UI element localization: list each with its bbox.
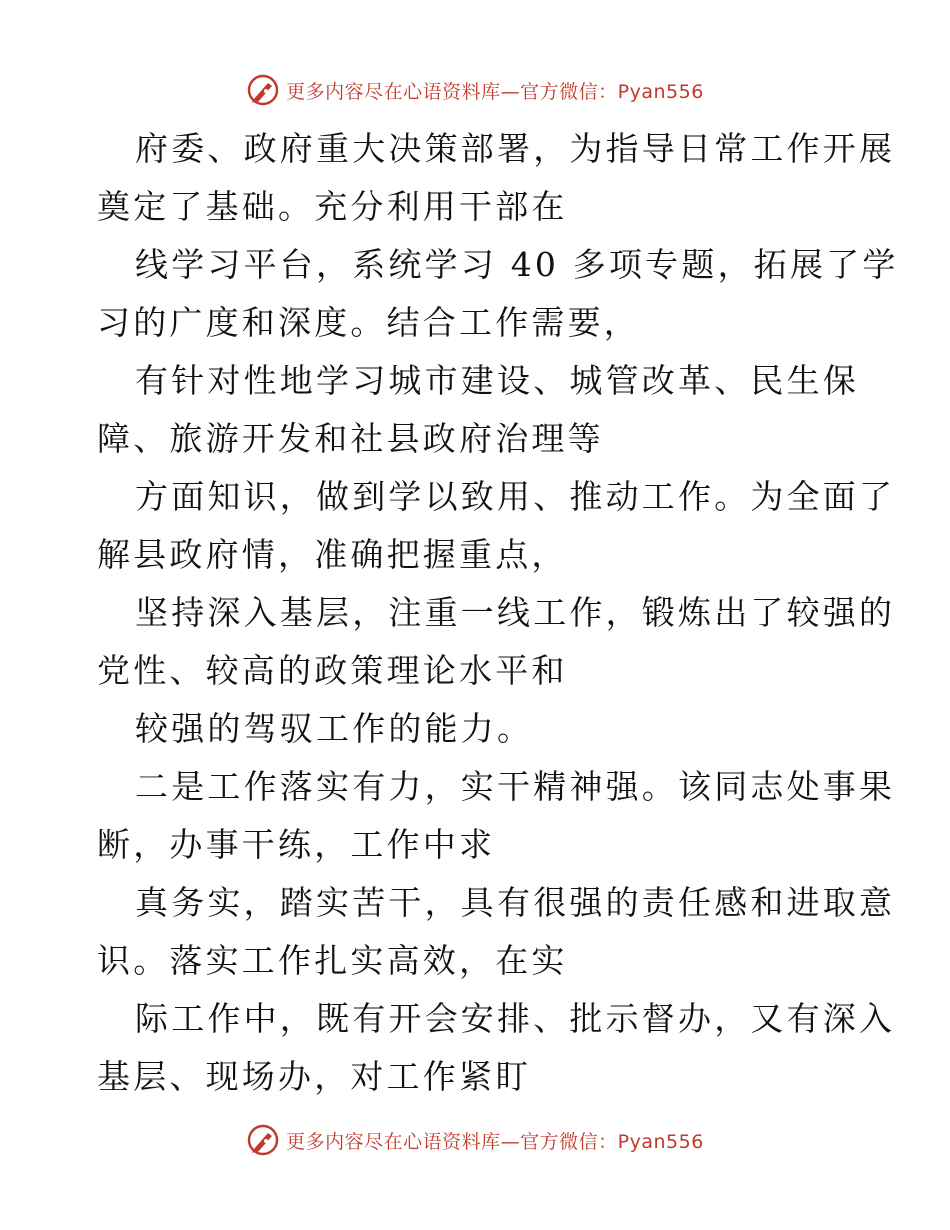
text-line: 障、旅游开发和社县政府治理等 [97,419,604,458]
text-line: 方面知识，做到学以致用、推动工作。为全面了 [135,477,896,516]
text-line: 有针对性地学习城市建设、城管改革、民生保 [135,361,859,400]
header-banner [0,68,950,112]
text-line: 际工作中，既有开会安排、批示督办，又有深入 [135,999,896,1038]
text-line: 识。落实工作扎实高效，在实 [97,941,568,980]
text-line: 党性、较高的政策理论水平和 [97,651,568,690]
text-line: 解县政府情，准确把握重点， [97,535,568,574]
header-banner-text: 更多内容尽在心语资料库—官方微信：Pyan556 [286,80,704,103]
text-line: 府委、政府重大决策部署，为指导日常工作开展 [135,129,896,168]
text-line: 真务实，踏实苦干，具有很强的责任感和进取意 [135,883,896,922]
text-line: 断，办事干练，工作中求 [97,825,496,864]
document-body [97,120,899,1106]
footer-banner-text: 更多内容尽在心语资料库—官方微信：Pyan556 [286,1130,704,1153]
pen-logo-icon [246,1123,280,1157]
pen-logo-icon [246,73,280,107]
footer-banner [0,1118,950,1162]
text-line: 二是工作落实有力，实干精神强。该同志处事果 [135,767,896,806]
text-line: 线学习平台，系统学习 40 多项专题，拓展了学 [135,245,899,284]
text-line: 奠定了基础。充分利用干部在 [97,187,568,226]
text-line: 坚持深入基层，注重一线工作，锻炼出了较强的 [135,593,896,632]
text-line: 习的广度和深度。结合工作需要， [97,303,640,342]
text-line: 较强的驾驭工作的能力。 [135,709,534,748]
text-line: 基层、现场办，对工作紧盯 [97,1057,532,1096]
